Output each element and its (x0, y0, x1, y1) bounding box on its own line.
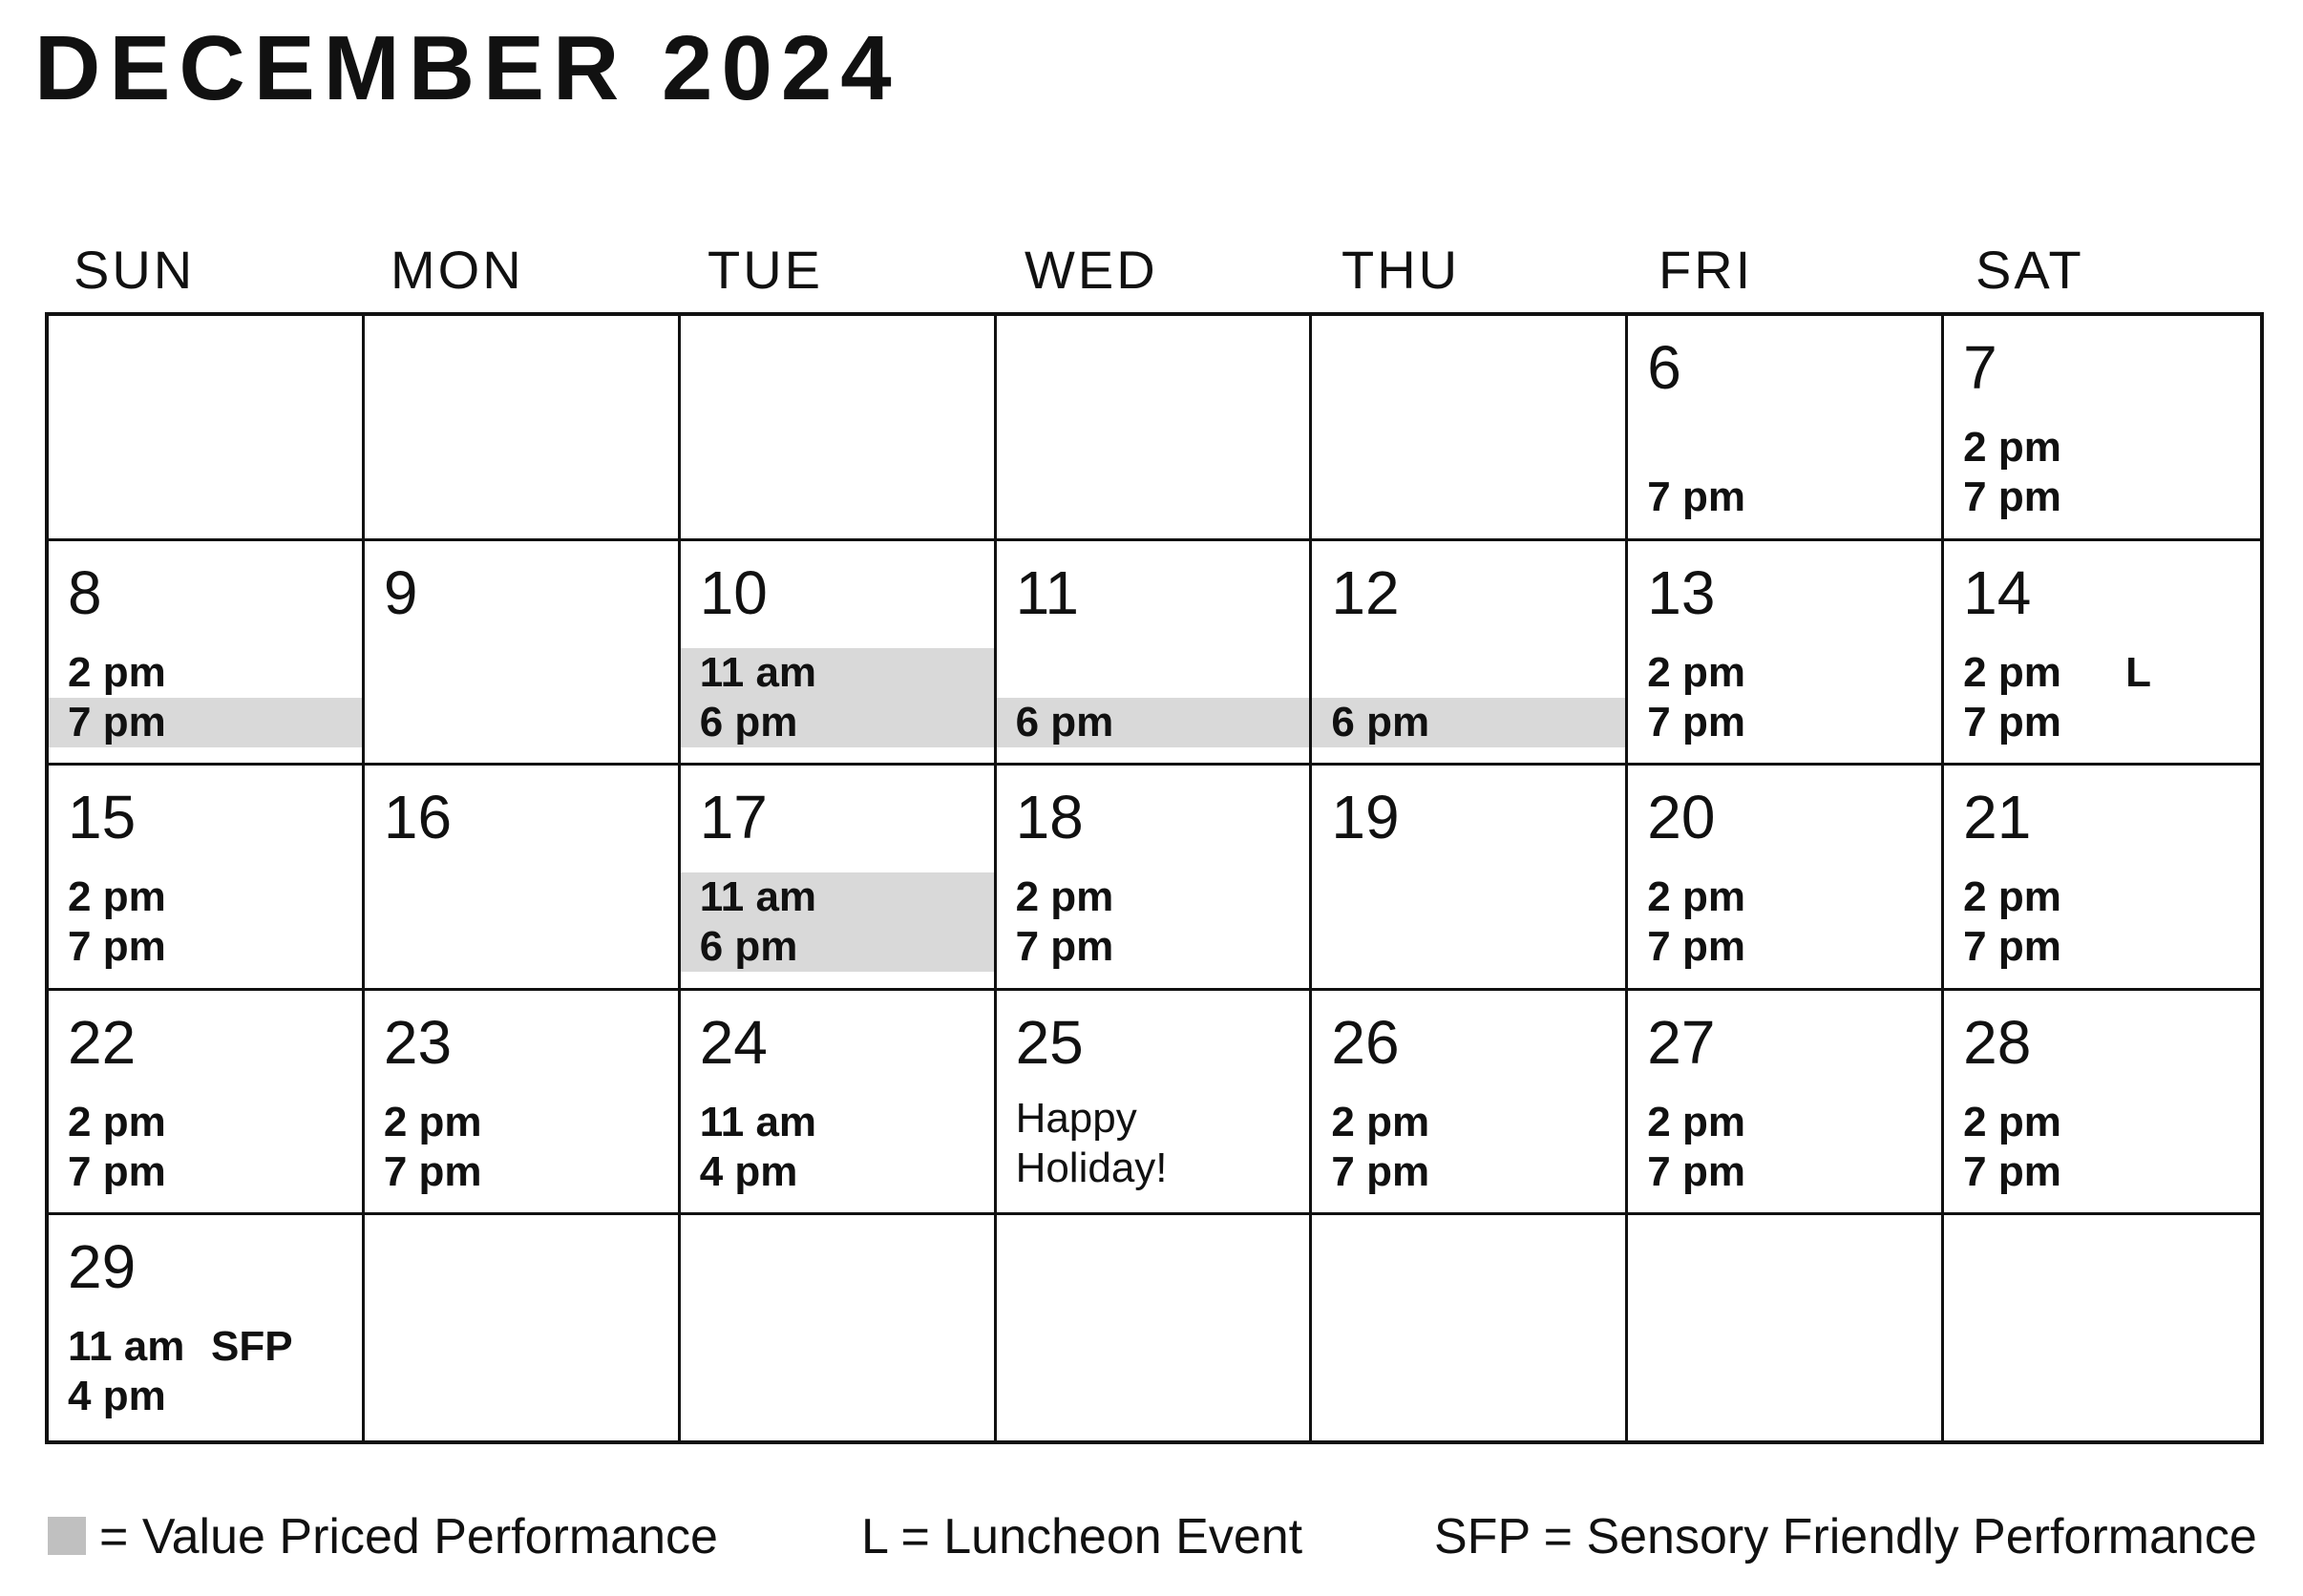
day-cell (1944, 991, 2260, 1216)
value-priced-showtime (681, 648, 994, 698)
day-cell (1312, 541, 1628, 766)
showtime (1628, 872, 1941, 922)
legend-value-priced-label: = Value Priced Performance (99, 1509, 718, 1564)
day-number: 19 (1331, 783, 1400, 852)
showtime-label: 7 pm (68, 1147, 166, 1195)
day-number: 13 (1647, 557, 1716, 627)
legend-value-priced (48, 1506, 718, 1567)
showtime (1628, 423, 1941, 472)
legend-luncheon (861, 1506, 1302, 1567)
showtime (1628, 1098, 1941, 1147)
showtime (1312, 1147, 1625, 1197)
showtime-label: 7 pm (1647, 923, 1745, 971)
showtime-label: 11 am (699, 648, 817, 696)
showtime (49, 872, 362, 922)
day-cell (997, 541, 1313, 766)
showtimes (997, 872, 1310, 972)
empty-day-cell (1312, 1215, 1628, 1440)
weekday-thu: THU (1342, 240, 1461, 300)
day-number: 18 (1015, 783, 1084, 852)
day-number: 23 (383, 1007, 453, 1077)
empty-day-cell (997, 1215, 1313, 1440)
day-cell (49, 991, 365, 1216)
showtimes (49, 872, 362, 972)
showtime (1944, 423, 2260, 472)
empty-day-cell (365, 316, 681, 541)
day-cell (49, 541, 365, 766)
day-cell (1628, 541, 1944, 766)
showtime-label: 2 pm (1647, 1098, 1745, 1145)
empty-day-cell (1944, 1215, 2260, 1440)
showtime-label: 6 pm (1015, 698, 1114, 746)
calendar-grid (45, 312, 2264, 1444)
day-number: 10 (699, 557, 768, 627)
showtimes (49, 1322, 362, 1421)
showtime-label: 2 pm (1647, 648, 1745, 696)
empty-day-cell (1628, 1215, 1944, 1440)
showtimes (681, 648, 994, 747)
showtime-label: 7 pm (1963, 698, 2061, 746)
day-cell (681, 766, 997, 991)
showtime-label: 7 pm (1647, 473, 1745, 520)
showtime-label: 7 pm (68, 698, 166, 746)
day-cell (49, 766, 365, 991)
legend-sensory (1434, 1506, 2257, 1567)
showtime (49, 922, 362, 972)
showtime-label: 2 pm (1963, 648, 2061, 696)
showtime (49, 1372, 362, 1421)
showtime-label: 7 pm (1963, 1147, 2061, 1195)
showtimes (49, 648, 362, 747)
value-priced-showtime (997, 698, 1310, 747)
showtime (49, 1098, 362, 1147)
showtimes (1628, 648, 1941, 747)
value-priced-swatch (48, 1517, 86, 1555)
showtime-label: 7 pm (1331, 1147, 1430, 1195)
legend (48, 1506, 2265, 1567)
showtimes (1944, 1098, 2260, 1197)
day-cell (1312, 991, 1628, 1216)
day-number: 6 (1647, 333, 1681, 402)
day-cell (997, 991, 1313, 1216)
value-priced-showtime (681, 922, 994, 972)
legend-sensory-label: SFP = Sensory Friendly Performance (1434, 1509, 2257, 1564)
showtime (681, 1147, 994, 1197)
showtime (365, 1098, 678, 1147)
showtime-label: 2 pm (1015, 873, 1114, 921)
showtimes (1628, 1098, 1941, 1197)
day-cell (49, 1215, 365, 1440)
showtimes (1312, 648, 1625, 747)
showtime-label: 2 pm (383, 1098, 482, 1145)
calendar-title: DECEMBER 2024 (34, 17, 900, 119)
showtime (1628, 922, 1941, 972)
showtimes (49, 1098, 362, 1197)
showtime (1944, 1098, 2260, 1147)
showtime (365, 1147, 678, 1197)
showtime (681, 1098, 994, 1147)
weekday-fri: FRI (1659, 240, 1754, 300)
weekday-header (45, 237, 2264, 304)
showtime (49, 648, 362, 698)
day-number: 29 (68, 1232, 137, 1302)
showtimes (1312, 1098, 1625, 1197)
showtime-label: 2 pm (68, 648, 166, 696)
showtime-label: 6 pm (699, 923, 798, 971)
showtime-label: 6 pm (1331, 698, 1430, 746)
showtime-label: 2 pm (68, 1098, 166, 1145)
day-cell (997, 766, 1313, 991)
empty-day-cell (1312, 316, 1628, 541)
day-cell (1628, 991, 1944, 1216)
day-number: 14 (1963, 557, 2032, 627)
day-number: 8 (68, 557, 102, 627)
day-number: 26 (1331, 1007, 1400, 1077)
sensory-friendly-tag: SFP (211, 1323, 293, 1371)
luncheon-tag: L (2125, 648, 2152, 696)
showtime-label: 11 am (699, 1098, 817, 1145)
showtime (1312, 1098, 1625, 1147)
day-cell (365, 991, 681, 1216)
showtime-label: 2 pm (68, 873, 166, 921)
day-number: 21 (1963, 783, 2032, 852)
showtime-label: 6 pm (699, 698, 798, 746)
day-number: 17 (699, 783, 768, 852)
showtime-label: 7 pm (1647, 698, 1745, 746)
showtimes (365, 1098, 678, 1197)
day-number: 11 (1015, 557, 1079, 627)
weekday-mon: MON (391, 240, 524, 300)
showtimes (997, 648, 1310, 747)
showtime (1628, 648, 1941, 698)
showtime (997, 872, 1310, 922)
showtimes (1944, 423, 2260, 522)
empty-day-cell (997, 316, 1313, 541)
empty-day-cell (365, 1215, 681, 1440)
showtime (1944, 698, 2260, 747)
day-cell (365, 541, 681, 766)
day-cell (1628, 316, 1944, 541)
holiday-note-line: Happy (1015, 1094, 1137, 1142)
holiday-note (1016, 1094, 1168, 1193)
day-cell (681, 541, 997, 766)
showtime (1944, 1147, 2260, 1197)
showtime-label: 2 pm (1963, 424, 2061, 471)
showtime (1312, 648, 1625, 698)
showtimes (1944, 648, 2260, 747)
day-cell (1944, 766, 2260, 991)
showtime (1944, 472, 2260, 522)
showtime (1944, 648, 2260, 698)
value-priced-showtime (681, 872, 994, 922)
showtime-label: 2 pm (1331, 1098, 1430, 1145)
day-cell (1944, 541, 2260, 766)
showtime (49, 1322, 362, 1372)
showtime (1944, 872, 2260, 922)
day-number: 28 (1963, 1007, 2032, 1077)
showtime (1628, 1147, 1941, 1197)
day-number: 16 (383, 783, 453, 852)
empty-day-cell (681, 1215, 997, 1440)
showtime-label: 7 pm (1963, 473, 2061, 520)
weekday-wed: WED (1025, 240, 1158, 300)
day-cell (1312, 766, 1628, 991)
showtimes (681, 872, 994, 972)
empty-day-cell (49, 316, 365, 541)
showtime-label: 11 am (699, 873, 817, 921)
value-priced-showtime (681, 698, 994, 747)
empty-day-cell (681, 316, 997, 541)
day-number: 27 (1647, 1007, 1716, 1077)
value-priced-showtime (49, 698, 362, 747)
day-cell (365, 766, 681, 991)
weekday-sat: SAT (1976, 240, 2084, 300)
showtime (997, 922, 1310, 972)
showtimes (1628, 423, 1941, 522)
day-cell (681, 991, 997, 1216)
showtime (1944, 922, 2260, 972)
day-number: 9 (383, 557, 418, 627)
showtime-label: 4 pm (699, 1147, 798, 1195)
showtime-label: 2 pm (1963, 1098, 2061, 1145)
showtime (1628, 472, 1941, 522)
day-number: 22 (68, 1007, 137, 1077)
showtime-label: 4 pm (68, 1373, 166, 1420)
showtime (997, 648, 1310, 698)
day-cell (1944, 316, 2260, 541)
showtime-label: 7 pm (1963, 923, 2061, 971)
showtimes (1628, 872, 1941, 972)
day-number: 20 (1647, 783, 1716, 852)
day-cell (1628, 766, 1944, 991)
showtime-label: 2 pm (1647, 873, 1745, 921)
showtime (1628, 698, 1941, 747)
day-number: 12 (1331, 557, 1400, 627)
showtime-label: 7 pm (383, 1147, 482, 1195)
showtime-label: 2 pm (1963, 873, 2061, 921)
weekday-sun: SUN (74, 240, 196, 300)
showtimes (1944, 872, 2260, 972)
day-number: 7 (1963, 333, 1997, 402)
showtime-label: 7 pm (1015, 923, 1114, 971)
holiday-note-line: Holiday! (1015, 1144, 1168, 1191)
weekday-tue: TUE (708, 240, 823, 300)
value-priced-showtime (1312, 698, 1625, 747)
showtime-label: 11 am (68, 1323, 185, 1371)
day-number: 24 (699, 1007, 768, 1077)
day-number: 25 (1015, 1007, 1084, 1077)
showtime (49, 1147, 362, 1197)
showtime-label: 7 pm (1647, 1147, 1745, 1195)
showtimes (681, 1098, 994, 1197)
showtime-label: 7 pm (68, 923, 166, 971)
day-number: 15 (68, 783, 137, 852)
legend-luncheon-label: L = Luncheon Event (861, 1509, 1303, 1564)
